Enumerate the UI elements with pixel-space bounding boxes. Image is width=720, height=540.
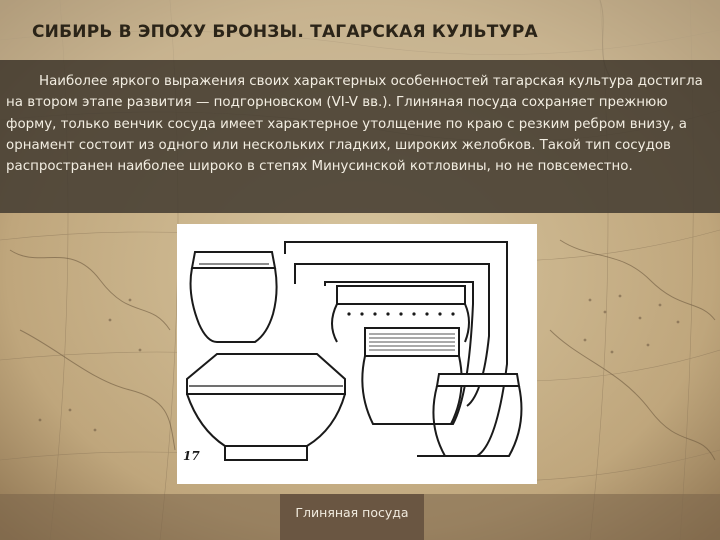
slide-title: СИБИРЬ В ЭПОХУ БРОНЗЫ. ТАГАРСКАЯ КУЛЬТУРА <box>32 22 538 42</box>
vessel-2 <box>187 354 345 460</box>
figure-number: 17 <box>183 449 200 463</box>
pottery-drawing <box>177 224 537 484</box>
figure-caption: Глиняная посуда <box>295 505 409 520</box>
body-paragraph: Наиболее яркого выражения своих характерных особенностей тагарская культура достигла на втором этапе развития — подгорновском (VI-V вв.). Глиняная посуда сохраняет прежнюю форму, только венчик сосуда имеет характерное утолщение по краю с резким ребром внизу, а орнамент состоит из одного или нескольких гладких, широких желобков. Такой тип сосудов распространен наиболее широко в степях Минусинской котловины, но не повсеместно. <box>6 74 703 175</box>
vessel-5 <box>433 374 521 456</box>
vessel-1 <box>191 252 277 342</box>
text-panel <box>0 60 720 213</box>
pottery-figure <box>177 224 537 484</box>
